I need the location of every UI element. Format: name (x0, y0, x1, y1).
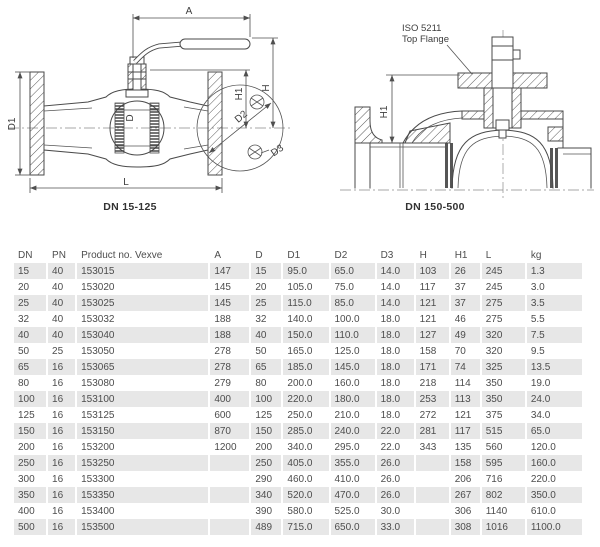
handle (135, 39, 250, 62)
table-cell: 153125 (76, 407, 209, 423)
table-cell: 13.5 (526, 359, 583, 375)
table-cell: 145 (209, 295, 250, 311)
table-row (14, 519, 583, 535)
dimensions-table-body (14, 263, 583, 535)
table-cell: 7.5 (526, 327, 583, 343)
table-cell: 100 (250, 391, 282, 407)
table-cell: 50 (14, 343, 47, 359)
table-cell: 340.0 (282, 439, 329, 455)
table-cell: 40 (47, 295, 76, 311)
table-cell: 278 (209, 359, 250, 375)
table-row (14, 503, 583, 519)
table-cell: 110.0 (330, 327, 376, 343)
table-cell: 40 (47, 327, 76, 343)
table-cell: 802 (481, 487, 526, 503)
table-row (14, 343, 583, 359)
table-cell: 610.0 (526, 503, 583, 519)
table-cell: 153250 (76, 455, 209, 471)
table-cell: 220.0 (526, 471, 583, 487)
table-cell: 65 (14, 359, 47, 375)
table-cell: 306 (450, 503, 481, 519)
column-header: D (250, 247, 282, 263)
table-cell: 272 (415, 407, 450, 423)
table-cell: 295.0 (330, 439, 376, 455)
table-cell: 20 (250, 279, 282, 295)
table-cell: 153040 (76, 327, 209, 343)
table-cell: 180.0 (330, 391, 376, 407)
table-cell: 115.0 (282, 295, 329, 311)
table-cell: 105.0 (282, 279, 329, 295)
table-cell: 285.0 (282, 423, 329, 439)
table-cell: 40 (250, 327, 282, 343)
table-cell: 300 (14, 471, 47, 487)
label-l: L (123, 177, 129, 188)
table-cell: 22.0 (376, 439, 415, 455)
table-cell: 400 (209, 391, 250, 407)
caption-dn15-125: DN 15-125 (103, 201, 157, 213)
table-cell: 153400 (76, 503, 209, 519)
table-cell: 80 (14, 375, 47, 391)
table-cell: 218 (415, 375, 450, 391)
table-cell: 30.0 (376, 503, 415, 519)
table-cell: 37 (450, 295, 481, 311)
table-cell: 290 (250, 471, 282, 487)
table-cell: 117 (415, 279, 450, 295)
table-cell: 18.0 (376, 407, 415, 423)
table-cell: 3.5 (526, 295, 583, 311)
table-cell: 275 (481, 295, 526, 311)
weld-seam-left (445, 143, 448, 188)
table-cell (209, 455, 250, 471)
table-row (14, 423, 583, 439)
table-cell: 145.0 (330, 359, 376, 375)
ball-cavity (452, 130, 553, 188)
dimension-d (125, 114, 136, 121)
table-cell: 206 (450, 471, 481, 487)
table-cell: 26.0 (376, 487, 415, 503)
table-cell: 595 (481, 455, 526, 471)
table-cell: 350 (481, 375, 526, 391)
table-cell: 250 (250, 455, 282, 471)
label-d: D (125, 114, 136, 122)
table-row (14, 311, 583, 327)
dimensions-table (14, 247, 584, 535)
seat-ring-right (150, 103, 159, 153)
pipe-and-welds (370, 143, 591, 188)
table-cell: 22.0 (376, 423, 415, 439)
table-cell: 171 (415, 359, 450, 375)
table-cell: 153065 (76, 359, 209, 375)
iso5211-annotation (402, 23, 472, 74)
table-cell: 127 (415, 327, 450, 343)
table-cell: 120.0 (526, 439, 583, 455)
table-cell: 117 (450, 423, 481, 439)
table-cell: 18.0 (376, 375, 415, 391)
table-cell: 600 (209, 407, 250, 423)
table-cell: 16 (47, 391, 76, 407)
table-row (14, 471, 583, 487)
table-cell: 140.0 (282, 311, 329, 327)
table-cell: 5.5 (526, 311, 583, 327)
table-cell: 185.0 (282, 359, 329, 375)
table-cell (209, 519, 250, 535)
table-cell: 1100.0 (526, 519, 583, 535)
table-cell: 16 (47, 519, 76, 535)
table-cell: 715.0 (282, 519, 329, 535)
table-cell: 24.0 (526, 391, 583, 407)
table-cell: 188 (209, 311, 250, 327)
table-cell: 278 (209, 343, 250, 359)
column-header: D2 (330, 247, 376, 263)
caption-dn150-500: DN 150-500 (405, 201, 465, 213)
table-cell: 16 (47, 487, 76, 503)
table-cell: 153050 (76, 343, 209, 359)
table-cell: 85.0 (330, 295, 376, 311)
table-cell: 160.0 (330, 375, 376, 391)
table-cell: 220.0 (282, 391, 329, 407)
table-cell: 150.0 (282, 327, 329, 343)
handle-grip (180, 39, 250, 49)
label-d1: D1 (7, 117, 18, 131)
table-cell: 267 (450, 487, 481, 503)
table-cell: 18.0 (376, 359, 415, 375)
table-cell: 580.0 (282, 503, 329, 519)
table-cell: 200.0 (282, 375, 329, 391)
table-cell: 20 (14, 279, 47, 295)
table-cell: 16 (47, 439, 76, 455)
table-cell: 16 (47, 359, 76, 375)
table-row (14, 487, 583, 503)
table-cell: 19.0 (526, 375, 583, 391)
table-row (14, 279, 583, 295)
table-row (14, 375, 583, 391)
table-cell: 460.0 (282, 471, 329, 487)
table-cell: 525.0 (330, 503, 376, 519)
table-cell: 250 (14, 455, 47, 471)
table-cell: 716 (481, 471, 526, 487)
table-cell: 121 (415, 311, 450, 327)
table-cell: 100 (14, 391, 47, 407)
table-row (14, 407, 583, 423)
table-cell: 147 (209, 263, 250, 279)
table-cell: 9.5 (526, 343, 583, 359)
table-cell: 245 (481, 263, 526, 279)
table-cell: 103 (415, 263, 450, 279)
left-flange (355, 107, 382, 188)
table-cell: 153032 (76, 311, 209, 327)
table-cell: 26 (450, 263, 481, 279)
annotation-line1: ISO 5211 (402, 23, 442, 34)
table-cell: 75.0 (330, 279, 376, 295)
table-cell: 210.0 (330, 407, 376, 423)
table-row (14, 295, 583, 311)
table-row (14, 327, 583, 343)
column-header: PN (47, 247, 76, 263)
table-cell: 34.0 (526, 407, 583, 423)
table-cell: 135 (450, 439, 481, 455)
table-cell: 153100 (76, 391, 209, 407)
table-cell: 165.0 (282, 343, 329, 359)
table-cell: 25 (250, 295, 282, 311)
dimension-d1 (7, 72, 30, 175)
table-cell: 32 (250, 311, 282, 327)
table-cell: 1140 (481, 503, 526, 519)
table-cell: 3.0 (526, 279, 583, 295)
table-cell: 355.0 (330, 455, 376, 471)
column-header: D3 (376, 247, 415, 263)
table-cell: 153025 (76, 295, 209, 311)
table-cell: 150 (14, 423, 47, 439)
table-row (14, 439, 583, 455)
table-cell: 125 (250, 407, 282, 423)
table-cell (415, 455, 450, 471)
table-cell: 281 (415, 423, 450, 439)
table-cell: 153150 (76, 423, 209, 439)
label-h1: H1 (234, 87, 245, 101)
drawing-dn150-500 (300, 0, 600, 230)
table-cell: 145 (209, 279, 250, 295)
label-d3: D3 (269, 142, 286, 160)
table-cell: 65.0 (526, 423, 583, 439)
table-cell: 114 (450, 375, 481, 391)
column-header: H1 (450, 247, 481, 263)
column-header: A (209, 247, 250, 263)
dimensions-table-head-row (14, 247, 583, 263)
table-cell: 153350 (76, 487, 209, 503)
table-cell: 350 (14, 487, 47, 503)
table-cell: 121 (450, 407, 481, 423)
table-cell: 153015 (76, 263, 209, 279)
table-cell: 125.0 (330, 343, 376, 359)
table-cell: 18.0 (376, 343, 415, 359)
table-cell (415, 519, 450, 535)
table-cell: 470.0 (330, 487, 376, 503)
table-cell: 15 (14, 263, 47, 279)
valve-body (403, 111, 563, 188)
table-cell: 275 (481, 311, 526, 327)
table-cell: 100.0 (330, 311, 376, 327)
table-cell: 153080 (76, 375, 209, 391)
table-cell: 26.0 (376, 455, 415, 471)
table-cell: 18.0 (376, 311, 415, 327)
table-row (14, 391, 583, 407)
table-cell: 40 (14, 327, 47, 343)
table-cell: 65 (250, 359, 282, 375)
table-cell: 350 (481, 391, 526, 407)
seat-ring-left (115, 103, 124, 153)
annotation-leader (447, 45, 472, 74)
table-cell: 410.0 (330, 471, 376, 487)
table-cell: 16 (47, 407, 76, 423)
table-cell: 80 (250, 375, 282, 391)
label-h1: H1 (379, 105, 390, 119)
table-cell: 390 (250, 503, 282, 519)
label-a: A (185, 6, 193, 17)
table-cell: 405.0 (282, 455, 329, 471)
table-cell: 37 (450, 279, 481, 295)
table-row (14, 263, 583, 279)
drawing-dn15-125-svg (0, 0, 300, 230)
table-cell: 188 (209, 327, 250, 343)
dimension-l (30, 177, 222, 193)
table-cell: 95.0 (282, 263, 329, 279)
table-cell: 74 (450, 359, 481, 375)
table-cell: 49 (450, 327, 481, 343)
table-cell: 560 (481, 439, 526, 455)
drawing-dn150-500-svg (300, 0, 600, 230)
table-cell: 279 (209, 375, 250, 391)
table-cell: 870 (209, 423, 250, 439)
table-row (14, 455, 583, 471)
table-cell: 350.0 (526, 487, 583, 503)
table-cell: 33.0 (376, 519, 415, 535)
column-header: H (415, 247, 450, 263)
table-cell: 308 (450, 519, 481, 535)
table-cell: 121 (415, 295, 450, 311)
table-cell (209, 471, 250, 487)
table-cell: 113 (450, 391, 481, 407)
table-cell: 32 (14, 311, 47, 327)
table-cell: 25 (47, 343, 76, 359)
table-cell: 25 (14, 295, 47, 311)
table-cell: 15 (250, 263, 282, 279)
table-cell: 153300 (76, 471, 209, 487)
table-cell: 16 (47, 503, 76, 519)
column-header: Product no. Vexve (76, 247, 209, 263)
column-header: kg (526, 247, 583, 263)
table-cell: 65.0 (330, 263, 376, 279)
column-header: L (481, 247, 526, 263)
stem-pin (513, 50, 520, 59)
table-cell: 14.0 (376, 295, 415, 311)
table-cell: 70 (450, 343, 481, 359)
table-cell: 250.0 (282, 407, 329, 423)
column-header: D1 (282, 247, 329, 263)
table-cell: 343 (415, 439, 450, 455)
table-cell: 14.0 (376, 263, 415, 279)
table-cell: 158 (450, 455, 481, 471)
table-cell: 500 (14, 519, 47, 535)
table-cell (209, 487, 250, 503)
column-header: DN (14, 247, 47, 263)
table-cell: 200 (14, 439, 47, 455)
table-cell: 245 (481, 279, 526, 295)
table-cell: 153020 (76, 279, 209, 295)
table-cell: 515 (481, 423, 526, 439)
table-cell: 18.0 (376, 391, 415, 407)
table-cell: 200 (250, 439, 282, 455)
table-cell: 1016 (481, 519, 526, 535)
table-cell: 46 (450, 311, 481, 327)
table-cell: 150 (250, 423, 282, 439)
table-cell: 400 (14, 503, 47, 519)
table-cell: 240.0 (330, 423, 376, 439)
drawing-dn15-125 (0, 0, 300, 230)
table-cell: 26.0 (376, 471, 415, 487)
table-cell: 16 (47, 375, 76, 391)
table-cell: 158 (415, 343, 450, 359)
table-cell: 16 (47, 471, 76, 487)
table-cell: 18.0 (376, 327, 415, 343)
annotation-line2: Top Flange (402, 34, 450, 45)
table-cell: 325 (481, 359, 526, 375)
left-flange (30, 72, 44, 175)
table-cell: 16 (47, 455, 76, 471)
right-flange (208, 72, 222, 175)
table-cell: 50 (250, 343, 282, 359)
table-cell: 1200 (209, 439, 250, 455)
stem (484, 37, 521, 138)
table-cell: 320 (481, 327, 526, 343)
table-cell: 16 (47, 423, 76, 439)
table-cell: 520.0 (282, 487, 329, 503)
table-cell: 153500 (76, 519, 209, 535)
label-h: H (261, 84, 272, 92)
table-cell: 340 (250, 487, 282, 503)
table-cell: 160.0 (526, 455, 583, 471)
table-cell (415, 503, 450, 519)
table-cell: 650.0 (330, 519, 376, 535)
table-cell: 375 (481, 407, 526, 423)
table-row (14, 359, 583, 375)
dimension-h (252, 38, 278, 128)
table-cell: 40 (47, 279, 76, 295)
table-cell: 125 (14, 407, 47, 423)
table-cell (209, 503, 250, 519)
table-cell: 1.3 (526, 263, 583, 279)
table-cell: 153200 (76, 439, 209, 455)
table-cell: 14.0 (376, 279, 415, 295)
label-d2: D2 (232, 108, 250, 126)
table-cell: 320 (481, 343, 526, 359)
table-cell: 40 (47, 311, 76, 327)
table-cell (415, 487, 450, 503)
table-cell (415, 471, 450, 487)
table-cell: 489 (250, 519, 282, 535)
table-cell: 40 (47, 263, 76, 279)
table-cell: 253 (415, 391, 450, 407)
